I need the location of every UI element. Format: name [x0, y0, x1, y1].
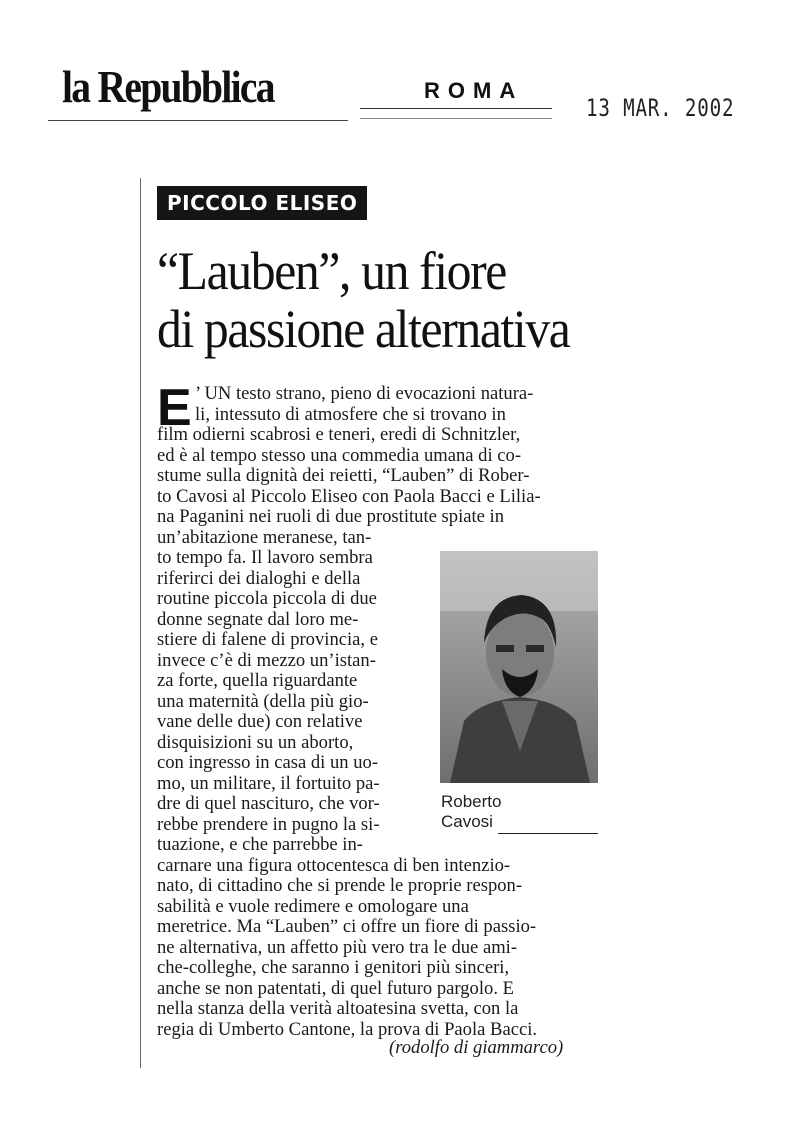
body-line: film odierni scabrosi e teneri, eredi di Schnitzler,	[157, 424, 521, 445]
caption-rule	[498, 833, 598, 834]
section-name: ROMA	[424, 78, 524, 103]
portrait-image	[440, 551, 598, 783]
body-line: to Cavosi al Piccolo Eliseo con Paola Bacci e Lilia-	[157, 485, 541, 507]
body-line: regia di Umberto Cantone, la prova di Paola Bacci.	[157, 1018, 538, 1040]
caption-line: Roberto	[441, 792, 502, 811]
headline	[157, 242, 580, 358]
body-line: invece c’è di mezzo un’istan-	[157, 649, 376, 671]
headline-line: “Lauben”, un fiore	[157, 241, 506, 301]
body-line: to tempo fa. Il lavoro sembra	[157, 547, 373, 568]
body-line: za forte, quella riguardante	[157, 670, 358, 691]
body-line: donne segnate dal loro me-	[157, 608, 359, 630]
dropcap: E	[157, 379, 192, 437]
column-rule	[140, 178, 141, 1068]
body-line: stiere di falene di provincia, e	[157, 629, 378, 650]
body-line: ne alternativa, un affetto più vero tra le due ami-	[157, 936, 518, 958]
body-line: che-colleghe, che saranno i genitori più sinceri,	[157, 957, 510, 978]
photo-caption	[441, 792, 501, 832]
kicker-label: PICCOLO ELISEO	[157, 186, 367, 220]
body-line: una maternità (della più gio-	[157, 690, 369, 712]
masthead-rule	[48, 120, 348, 121]
body-line: vane delle due) con relative	[157, 711, 363, 732]
section-rule-lower	[360, 118, 552, 119]
body-line: routine piccola piccola di due	[157, 588, 377, 609]
body-line: riferirci dei dialoghi e della	[157, 567, 361, 589]
body-line: meretrice. Ma “Lauben” ci offre un fiore di passio-	[157, 916, 537, 937]
body-line: nato, di cittadino che si prende le proprie respon-	[157, 875, 523, 896]
body-line: disquisizioni su un aborto,	[157, 731, 354, 753]
author-photo	[440, 551, 598, 783]
body-line: na Paganini nei ruoli di due prostitute spiate in	[157, 506, 505, 527]
section-rule	[360, 108, 552, 109]
body-line: dre di quel nascituro, che vor-	[157, 793, 380, 814]
body-line: stume sulla dignità dei reietti, “Lauben” di Rober-	[157, 465, 530, 486]
byline: (rodolfo di giammarco)	[389, 1037, 564, 1058]
body-line: nella stanza della verità altoatesina svetta, con la	[157, 998, 519, 1019]
body-line: anche se non patentati, di quel futuro pargolo. E	[157, 977, 514, 999]
body-line: sabilità e vuole redimere e omologare una	[157, 895, 469, 917]
body-line: rebbe prendere in pugno la si-	[157, 813, 380, 835]
body-line: ’ UN testo strano, pieno di evocazioni natura-	[195, 383, 534, 404]
caption-line: Cavosi	[441, 812, 493, 831]
body-line: un’abitazione meranese, tan-	[157, 526, 372, 548]
headline-line: di passione alternativa	[157, 299, 570, 359]
body-line: mo, un militare, il fortuito pa-	[157, 772, 380, 794]
body-line: tuazione, e che parrebbe in-	[157, 834, 363, 855]
masthead-logo: la Repubblica	[62, 61, 274, 112]
body-line: li, intessuto di atmosfere che si trovano in	[195, 403, 506, 425]
body-line: con ingresso in casa di un uo-	[157, 752, 379, 773]
body-line: carnare una figura ottocentesca di ben intenzio-	[157, 854, 511, 876]
body-line: ed è al tempo stesso una commedia umana di co-	[157, 444, 522, 466]
date-stamp: 13 MAR. 2002	[586, 94, 735, 122]
